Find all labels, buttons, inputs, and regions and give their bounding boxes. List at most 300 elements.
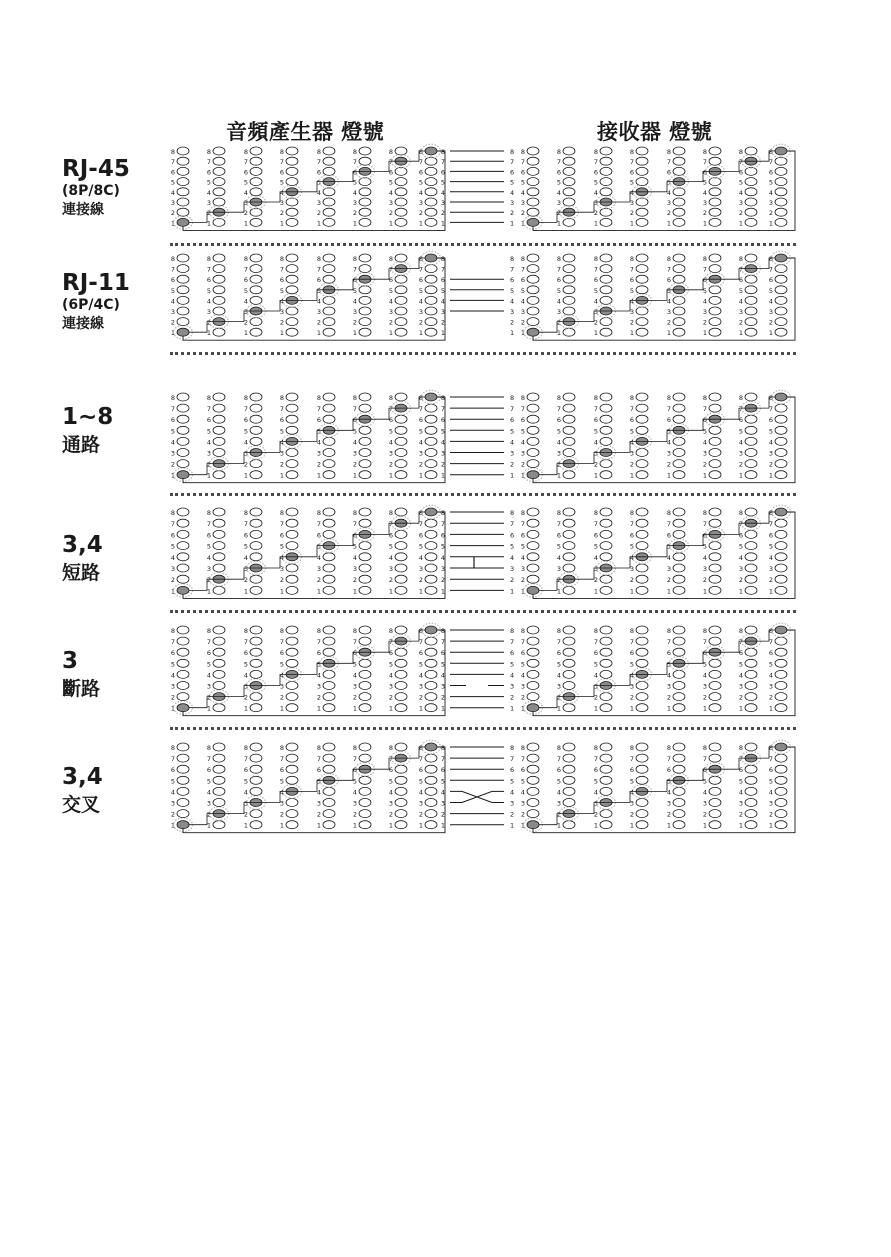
led-off bbox=[527, 393, 539, 401]
pin-number: 8 bbox=[279, 509, 284, 517]
led-off bbox=[286, 426, 298, 434]
led-off bbox=[527, 799, 539, 807]
led-off bbox=[673, 519, 685, 527]
led-off bbox=[709, 693, 721, 701]
pin-number: 6 bbox=[702, 649, 707, 658]
pin-number: 4 bbox=[593, 788, 598, 797]
pin-number: 4 bbox=[520, 671, 525, 680]
pin-number: 7 bbox=[418, 755, 423, 764]
pin-number: 8 bbox=[702, 394, 707, 402]
led-off bbox=[636, 404, 648, 412]
led-on bbox=[177, 821, 189, 829]
pin-number: 4 bbox=[556, 188, 561, 197]
pin-number: 4 bbox=[388, 297, 393, 306]
pin-number: 4 bbox=[702, 297, 707, 306]
pin-number: 6 bbox=[352, 168, 357, 177]
led-off bbox=[775, 575, 787, 583]
led-off bbox=[359, 542, 371, 550]
wire-pin-right: 3 bbox=[510, 308, 515, 316]
pin-number: 2 bbox=[593, 693, 598, 702]
wire-pin-left: 2 bbox=[440, 318, 445, 327]
pin-number: 3 bbox=[352, 199, 357, 207]
led-off bbox=[286, 275, 298, 283]
led-off bbox=[673, 626, 685, 634]
led-off bbox=[213, 275, 225, 283]
led-off bbox=[286, 208, 298, 216]
pin-number: 3 bbox=[206, 565, 211, 573]
led-off bbox=[527, 265, 539, 273]
pin-number: 6 bbox=[388, 531, 393, 540]
pin-number: 1 bbox=[316, 704, 321, 713]
led-on bbox=[425, 147, 437, 155]
pin-number: 2 bbox=[206, 576, 211, 585]
led-off bbox=[600, 286, 612, 294]
pin-number: 7 bbox=[629, 158, 634, 167]
pin-number: 3 bbox=[279, 199, 284, 207]
led-off bbox=[600, 586, 612, 594]
pin-number: 6 bbox=[279, 649, 284, 658]
pin-number: 7 bbox=[702, 158, 707, 167]
pin-number: 4 bbox=[418, 188, 423, 197]
pin-number: 5 bbox=[629, 660, 634, 669]
pin-number: 7 bbox=[206, 520, 211, 529]
led-off bbox=[673, 265, 685, 273]
led-off bbox=[527, 157, 539, 165]
led-off bbox=[286, 754, 298, 762]
pin-number: 3 bbox=[279, 565, 284, 573]
pin-number: 8 bbox=[593, 255, 598, 263]
led-off bbox=[395, 530, 407, 538]
pin-number: 7 bbox=[316, 405, 321, 414]
pin-number: 7 bbox=[279, 755, 284, 764]
led-off bbox=[745, 648, 757, 656]
pin-number: 5 bbox=[629, 427, 634, 436]
pin-number: 7 bbox=[629, 755, 634, 764]
pin-number: 8 bbox=[768, 148, 773, 156]
wire-pin-left: 8 bbox=[440, 148, 445, 156]
pin-number: 2 bbox=[556, 576, 561, 585]
led-off bbox=[600, 254, 612, 262]
led-off bbox=[673, 208, 685, 216]
pin-number: 2 bbox=[243, 693, 248, 702]
led-off bbox=[775, 178, 787, 186]
led-off bbox=[286, 575, 298, 583]
pin-number: 3 bbox=[629, 799, 634, 808]
led-off bbox=[395, 415, 407, 423]
pin-number: 8 bbox=[702, 148, 707, 156]
pin-number: 8 bbox=[170, 744, 175, 752]
led-on bbox=[425, 508, 437, 516]
pin-number: 5 bbox=[243, 660, 248, 669]
pin-number: 5 bbox=[520, 286, 525, 295]
led-off bbox=[636, 157, 648, 165]
led-off bbox=[286, 776, 298, 784]
pin-number: 5 bbox=[768, 777, 773, 786]
pin-number: 3 bbox=[243, 799, 248, 808]
led-off bbox=[286, 821, 298, 829]
pin-number: 8 bbox=[170, 394, 175, 402]
led-off bbox=[709, 682, 721, 690]
wire-pin-left: 3 bbox=[440, 199, 445, 207]
pin-number: 8 bbox=[702, 255, 707, 263]
led-off bbox=[213, 682, 225, 690]
pin-number: 8 bbox=[206, 744, 211, 752]
wire-pin-right: 7 bbox=[510, 755, 515, 764]
led-off bbox=[395, 682, 407, 690]
led-off bbox=[177, 307, 189, 315]
pin-number: 6 bbox=[388, 276, 393, 285]
pin-number: 7 bbox=[316, 638, 321, 647]
pin-number: 1 bbox=[520, 329, 525, 338]
led-off bbox=[600, 178, 612, 186]
wire-pin-left: 7 bbox=[440, 520, 445, 529]
led-off bbox=[636, 426, 648, 434]
pin-number: 2 bbox=[629, 576, 634, 585]
led-off bbox=[745, 682, 757, 690]
pin-number: 1 bbox=[666, 329, 671, 338]
pin-number: 2 bbox=[768, 460, 773, 469]
led-off bbox=[745, 626, 757, 634]
led-off bbox=[527, 810, 539, 818]
led-off bbox=[636, 637, 648, 645]
pin-number: 1 bbox=[702, 329, 707, 338]
pin-number: 7 bbox=[556, 520, 561, 529]
led-off bbox=[177, 208, 189, 216]
pin-number: 2 bbox=[352, 576, 357, 585]
led-off bbox=[563, 821, 575, 829]
led-off bbox=[425, 178, 437, 186]
led-off bbox=[527, 167, 539, 175]
pin-number: 5 bbox=[556, 427, 561, 436]
led-off bbox=[286, 218, 298, 226]
led-off bbox=[177, 426, 189, 434]
pin-number: 3 bbox=[629, 308, 634, 316]
led-off bbox=[563, 704, 575, 712]
led-off bbox=[563, 147, 575, 155]
led-off bbox=[709, 178, 721, 186]
led-off bbox=[286, 693, 298, 701]
led-off bbox=[775, 328, 787, 336]
pin-number: 7 bbox=[520, 755, 525, 764]
led-off bbox=[395, 296, 407, 304]
pin-number: 2 bbox=[520, 318, 525, 327]
pin-number: 7 bbox=[666, 405, 671, 414]
pin-number: 8 bbox=[738, 509, 743, 517]
pin-number: 5 bbox=[418, 178, 423, 187]
pin-number: 7 bbox=[352, 265, 357, 274]
wire-pin-right: 6 bbox=[510, 649, 515, 658]
section-caption: 交叉 bbox=[62, 794, 101, 816]
led-off bbox=[359, 704, 371, 712]
wire-pin-right: 7 bbox=[510, 265, 515, 274]
led-off bbox=[600, 508, 612, 516]
pin-number: 2 bbox=[520, 460, 525, 469]
pin-number: 4 bbox=[170, 671, 175, 680]
led-off bbox=[745, 530, 757, 538]
pin-number: 6 bbox=[316, 649, 321, 658]
pin-number: 8 bbox=[768, 255, 773, 263]
pin-number: 1 bbox=[593, 219, 598, 228]
led-off bbox=[636, 799, 648, 807]
led-off bbox=[286, 564, 298, 572]
led-off bbox=[425, 415, 437, 423]
pin-number: 2 bbox=[388, 810, 393, 819]
pin-number: 2 bbox=[593, 810, 598, 819]
pin-number: 7 bbox=[738, 520, 743, 529]
pin-number: 3 bbox=[666, 565, 671, 573]
pin-number: 3 bbox=[666, 799, 671, 808]
led-off bbox=[250, 575, 262, 583]
pin-number: 3 bbox=[520, 199, 525, 207]
pin-number: 3 bbox=[243, 565, 248, 573]
pin-number: 3 bbox=[243, 682, 248, 691]
pin-number: 1 bbox=[170, 219, 175, 228]
pin-number: 6 bbox=[768, 649, 773, 658]
pin-number: 1 bbox=[418, 704, 423, 713]
pin-number: 1 bbox=[170, 821, 175, 830]
pin-number: 7 bbox=[352, 520, 357, 529]
pin-number: 7 bbox=[629, 405, 634, 414]
pin-number: 4 bbox=[316, 438, 321, 447]
pin-number: 8 bbox=[768, 394, 773, 402]
pin-number: 8 bbox=[629, 255, 634, 263]
section-title: 3,4 bbox=[62, 764, 103, 790]
pin-number: 6 bbox=[418, 531, 423, 540]
pin-number: 6 bbox=[556, 531, 561, 540]
pin-number: 7 bbox=[702, 638, 707, 647]
led-off bbox=[395, 564, 407, 572]
pin-number: 3 bbox=[243, 308, 248, 316]
pin-number: 2 bbox=[738, 810, 743, 819]
pin-number: 8 bbox=[316, 509, 321, 517]
led-off bbox=[673, 575, 685, 583]
led-off bbox=[673, 157, 685, 165]
pin-number: 2 bbox=[170, 318, 175, 327]
pin-number: 3 bbox=[556, 308, 561, 316]
pin-number: 1 bbox=[316, 821, 321, 830]
pin-number: 3 bbox=[352, 799, 357, 808]
pin-number: 8 bbox=[629, 744, 634, 752]
pin-number: 3 bbox=[170, 565, 175, 573]
pin-number: 6 bbox=[170, 276, 175, 285]
pin-number: 5 bbox=[352, 427, 357, 436]
pin-number: 3 bbox=[316, 308, 321, 316]
led-off bbox=[563, 426, 575, 434]
pin-number: 1 bbox=[279, 471, 284, 480]
wire-pin-right: 7 bbox=[510, 520, 515, 529]
pin-number: 6 bbox=[556, 416, 561, 425]
pin-number: 1 bbox=[738, 471, 743, 480]
wire-pin-left: 2 bbox=[440, 693, 445, 702]
led-off bbox=[636, 682, 648, 690]
led-off bbox=[527, 670, 539, 678]
led-off bbox=[250, 754, 262, 762]
wire-pin-left: 3 bbox=[440, 682, 445, 691]
led-off bbox=[775, 776, 787, 784]
pin-number: 5 bbox=[556, 777, 561, 786]
pin-number: 6 bbox=[206, 766, 211, 775]
pin-number: 3 bbox=[418, 199, 423, 207]
pin-number: 4 bbox=[170, 553, 175, 562]
led-off bbox=[359, 178, 371, 186]
pin-number: 5 bbox=[243, 178, 248, 187]
pin-number: 1 bbox=[738, 329, 743, 338]
pin-number: 7 bbox=[556, 755, 561, 764]
pin-number: 5 bbox=[418, 777, 423, 786]
pin-number: 1 bbox=[556, 821, 561, 830]
led-off bbox=[250, 437, 262, 445]
led-off bbox=[563, 286, 575, 294]
wire-pin-right: 2 bbox=[510, 460, 515, 469]
led-off bbox=[527, 318, 539, 326]
pin-number: 5 bbox=[593, 286, 598, 295]
led-off bbox=[395, 575, 407, 583]
led-off bbox=[425, 637, 437, 645]
pin-number: 1 bbox=[520, 821, 525, 830]
pin-number: 3 bbox=[629, 682, 634, 691]
pin-number: 4 bbox=[388, 553, 393, 562]
pin-number: 6 bbox=[418, 276, 423, 285]
led-off bbox=[177, 147, 189, 155]
pin-number: 7 bbox=[316, 520, 321, 529]
led-off bbox=[177, 519, 189, 527]
led-off bbox=[395, 318, 407, 326]
led-off bbox=[600, 188, 612, 196]
pin-number: 7 bbox=[388, 405, 393, 414]
pin-number: 6 bbox=[352, 649, 357, 658]
pin-number: 5 bbox=[170, 286, 175, 295]
led-off bbox=[177, 404, 189, 412]
pin-number: 7 bbox=[352, 638, 357, 647]
pin-number: 3 bbox=[170, 308, 175, 316]
led-off bbox=[395, 765, 407, 773]
pin-number: 8 bbox=[738, 148, 743, 156]
pin-number: 6 bbox=[206, 531, 211, 540]
led-off bbox=[527, 460, 539, 468]
led-off bbox=[425, 810, 437, 818]
led-off bbox=[563, 553, 575, 561]
led-off bbox=[359, 564, 371, 572]
pin-number: 7 bbox=[702, 405, 707, 414]
led-off bbox=[395, 437, 407, 445]
pin-number: 6 bbox=[593, 531, 598, 540]
pin-number: 6 bbox=[243, 416, 248, 425]
led-off bbox=[636, 810, 648, 818]
led-off bbox=[673, 637, 685, 645]
led-off bbox=[563, 393, 575, 401]
led-off bbox=[527, 743, 539, 751]
pin-number: 5 bbox=[418, 542, 423, 551]
led-off bbox=[286, 682, 298, 690]
pin-number: 7 bbox=[556, 405, 561, 414]
led-off bbox=[775, 810, 787, 818]
led-off bbox=[775, 275, 787, 283]
led-off bbox=[600, 167, 612, 175]
pin-number: 8 bbox=[206, 148, 211, 156]
pin-number: 4 bbox=[352, 671, 357, 680]
led-off bbox=[527, 659, 539, 667]
pin-number: 7 bbox=[768, 638, 773, 647]
pin-number: 3 bbox=[388, 449, 393, 458]
led-off bbox=[177, 670, 189, 678]
led-off bbox=[775, 471, 787, 479]
led-off bbox=[359, 471, 371, 479]
pin-number: 7 bbox=[388, 638, 393, 647]
led-off bbox=[213, 449, 225, 457]
led-off bbox=[709, 147, 721, 155]
led-off bbox=[600, 157, 612, 165]
led-off bbox=[775, 167, 787, 175]
pin-number: 2 bbox=[556, 318, 561, 327]
pin-number: 2 bbox=[629, 460, 634, 469]
led-off bbox=[709, 265, 721, 273]
wire-pin-left: 7 bbox=[440, 638, 445, 647]
pin-number: 7 bbox=[666, 638, 671, 647]
led-off bbox=[286, 393, 298, 401]
pin-number: 8 bbox=[206, 627, 211, 635]
led-off bbox=[177, 765, 189, 773]
pin-number: 3 bbox=[206, 799, 211, 808]
pin-number: 8 bbox=[388, 148, 393, 156]
pin-number: 7 bbox=[388, 520, 393, 529]
pin-number: 3 bbox=[388, 682, 393, 691]
led-off bbox=[213, 670, 225, 678]
section-caption: 斷路 bbox=[62, 678, 101, 700]
led-off bbox=[395, 626, 407, 634]
pin-number: 3 bbox=[629, 565, 634, 573]
led-off bbox=[250, 218, 262, 226]
pin-number: 3 bbox=[702, 682, 707, 691]
pin-number: 5 bbox=[520, 777, 525, 786]
pin-number: 2 bbox=[738, 209, 743, 218]
pin-number: 6 bbox=[702, 168, 707, 177]
pin-number: 6 bbox=[352, 766, 357, 775]
pin-number: 2 bbox=[243, 460, 248, 469]
pin-number: 8 bbox=[388, 509, 393, 517]
pin-number: 4 bbox=[556, 438, 561, 447]
led-off bbox=[395, 307, 407, 315]
led-off bbox=[600, 328, 612, 336]
pin-number: 7 bbox=[170, 520, 175, 529]
led-off bbox=[673, 471, 685, 479]
pin-number: 3 bbox=[206, 449, 211, 458]
pin-number: 7 bbox=[316, 158, 321, 167]
pin-number: 7 bbox=[206, 755, 211, 764]
led-off bbox=[286, 626, 298, 634]
pin-number: 7 bbox=[243, 638, 248, 647]
receiver-header: 接收器 燈號 bbox=[597, 120, 713, 144]
pin-number: 4 bbox=[352, 297, 357, 306]
led-off bbox=[213, 404, 225, 412]
pin-number: 3 bbox=[520, 682, 525, 691]
pin-number: 6 bbox=[768, 766, 773, 775]
pin-number: 6 bbox=[243, 649, 248, 658]
pin-number: 8 bbox=[666, 394, 671, 402]
pin-number: 7 bbox=[316, 755, 321, 764]
led-off bbox=[745, 460, 757, 468]
led-off bbox=[395, 393, 407, 401]
pin-number: 2 bbox=[418, 693, 423, 702]
pin-number: 6 bbox=[768, 416, 773, 425]
pin-number: 3 bbox=[666, 449, 671, 458]
led-off bbox=[425, 648, 437, 656]
pin-number: 7 bbox=[702, 520, 707, 529]
pin-number: 1 bbox=[279, 219, 284, 228]
wire-pin-right: 4 bbox=[510, 438, 515, 447]
pin-number: 7 bbox=[206, 158, 211, 167]
led-off bbox=[395, 586, 407, 594]
pin-number: 4 bbox=[243, 438, 248, 447]
